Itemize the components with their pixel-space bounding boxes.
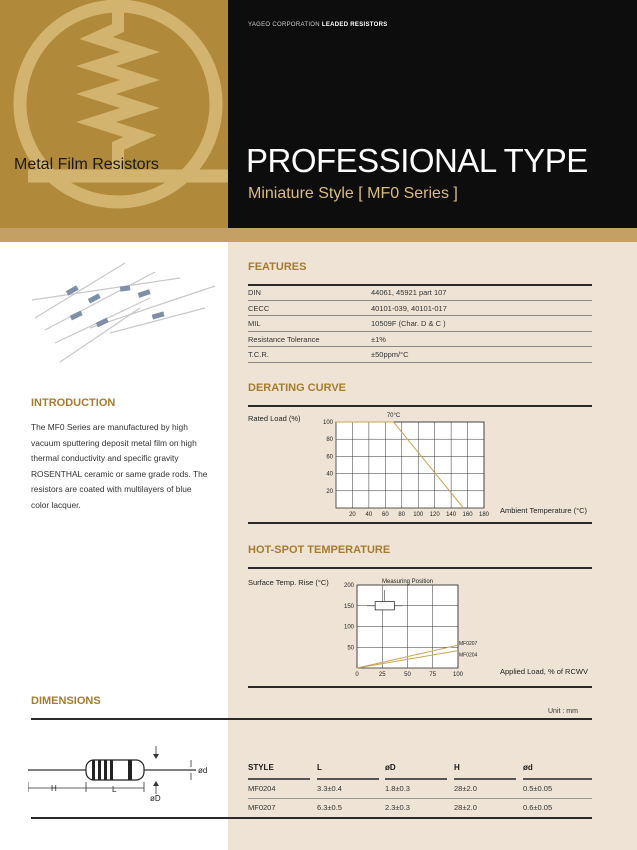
page-subtitle: Miniature Style [ MF0 Series ] bbox=[248, 185, 458, 202]
y-tick-label: 100 bbox=[322, 420, 333, 426]
table-row bbox=[248, 799, 592, 817]
divider bbox=[248, 522, 592, 524]
y-tick-label: 50 bbox=[347, 645, 354, 652]
divider bbox=[248, 405, 592, 407]
y-tick-label: 20 bbox=[326, 488, 333, 495]
category-name: LEADED RESISTORS bbox=[321, 22, 388, 28]
feature-label: CECC bbox=[248, 303, 270, 313]
table-cell: 1.8±0.3 bbox=[385, 784, 410, 793]
table-cell: 6.3±0.5 bbox=[317, 803, 342, 812]
feature-value: 10509F (Char. D & C ) bbox=[371, 319, 446, 329]
table-row bbox=[248, 780, 592, 799]
hotspot-heading: HOT-SPOT TEMPERATURE bbox=[248, 544, 391, 556]
column-header: øD bbox=[385, 763, 396, 772]
unit-label: Unit : mm bbox=[548, 708, 578, 715]
feature-value: ±50ppm/°C bbox=[371, 350, 409, 360]
x-tick-label: 100 bbox=[452, 672, 464, 678]
introduction-text: The MF0 Series are manufactured by high vacuum sputtering deposit metal film on high thermal conductivity and specific gravity ROSENTHAL ceramic or same grade rods. The resistors are coated with multilayers of blue color lacquer. bbox=[31, 422, 208, 510]
series-label: MF0204 bbox=[459, 652, 478, 659]
table-cell: MF0207 bbox=[248, 803, 276, 812]
feature-label: T.C.R. bbox=[248, 350, 269, 360]
table-row bbox=[248, 285, 592, 301]
divider bbox=[31, 718, 592, 720]
x-tick-label: 60 bbox=[381, 512, 389, 518]
x-tick-label: 180 bbox=[478, 512, 490, 518]
dim-l-label: L bbox=[112, 785, 117, 794]
table-cell: 3.3±0.4 bbox=[317, 784, 342, 793]
annotation-measuring-position: Measuring Position bbox=[381, 579, 434, 585]
introduction-heading: INTRODUCTION bbox=[31, 397, 116, 409]
derating-heading: DERATING CURVE bbox=[248, 382, 346, 394]
feature-label: MIL bbox=[248, 319, 261, 329]
table-header-row bbox=[248, 760, 592, 778]
column-header: L bbox=[317, 763, 322, 772]
company-line bbox=[248, 22, 388, 28]
hotspot-chart bbox=[335, 576, 495, 680]
dim-d-label: øD bbox=[150, 794, 161, 803]
x-tick-label: 25 bbox=[378, 672, 386, 678]
table-cell: 0.5±0.05 bbox=[523, 784, 553, 793]
features-table bbox=[248, 285, 592, 363]
y-tick-label: 80 bbox=[326, 437, 333, 444]
dimensions-heading: DIMENSIONS bbox=[31, 695, 101, 707]
header-logo-panel bbox=[0, 0, 228, 228]
table-cell: 2.3±0.3 bbox=[385, 803, 410, 812]
dim-lead-label: ød bbox=[198, 766, 208, 775]
feature-label: Resistance Tolerance bbox=[248, 334, 320, 344]
table-row bbox=[248, 301, 592, 317]
derating-x-label: Ambient Temperature (°C) bbox=[500, 506, 588, 515]
feature-label: DIN bbox=[248, 288, 261, 297]
feature-value: 40101-039, 40101-017 bbox=[371, 303, 447, 313]
resistor-logo-icon bbox=[0, 0, 228, 228]
product-family-title: Metal Film Resistors bbox=[14, 156, 159, 173]
divider bbox=[248, 567, 592, 569]
x-tick-label: 160 bbox=[462, 512, 473, 518]
series-label: MF0207 bbox=[459, 641, 478, 648]
table-row bbox=[248, 347, 592, 363]
x-tick-label: 100 bbox=[413, 512, 424, 518]
divider bbox=[248, 686, 592, 688]
feature-value: 44061, 45921 part 107 bbox=[371, 288, 447, 297]
feature-value: ±1% bbox=[371, 334, 386, 344]
plot-area bbox=[336, 422, 484, 508]
derating-y-label: Rated Load (%) bbox=[248, 414, 301, 423]
y-tick-label: 200 bbox=[343, 583, 354, 589]
x-tick-label: 20 bbox=[349, 512, 356, 518]
resistor-body-icon bbox=[86, 760, 144, 780]
derating-chart bbox=[300, 408, 500, 518]
hotspot-x-label: Applied Load, % of RCWV bbox=[500, 667, 588, 676]
annotation-70c: 70°C bbox=[386, 413, 401, 419]
table-cell: 28±2.0 bbox=[454, 784, 477, 793]
table-cell: MF0204 bbox=[248, 784, 276, 793]
page-title: PROFESSIONAL TYPE bbox=[246, 142, 588, 179]
column-header: ød bbox=[523, 763, 533, 772]
header-band bbox=[0, 228, 637, 242]
features-heading: FEATURES bbox=[248, 261, 307, 273]
y-tick-label: 60 bbox=[326, 454, 333, 461]
dim-h-label: H bbox=[51, 784, 57, 793]
table-row bbox=[248, 316, 592, 332]
x-tick-label: 50 bbox=[404, 672, 411, 678]
x-tick-label: 0 bbox=[355, 672, 359, 678]
x-tick-label: 120 bbox=[429, 512, 440, 518]
hotspot-y-label: Surface Temp. Rise (°C) bbox=[248, 578, 329, 587]
resistor-photo-image bbox=[30, 258, 220, 368]
resistor-body bbox=[375, 602, 394, 610]
y-tick-label: 100 bbox=[343, 624, 354, 631]
column-header: H bbox=[454, 763, 460, 772]
dimension-diagram bbox=[28, 742, 213, 804]
table-cell: 0.6±0.05 bbox=[523, 803, 553, 812]
table-row bbox=[248, 332, 592, 348]
x-tick-label: 40 bbox=[365, 512, 373, 518]
dimensions-table bbox=[248, 760, 592, 817]
x-tick-label: 80 bbox=[398, 512, 406, 518]
x-tick-label: 75 bbox=[429, 672, 437, 678]
x-tick-label: 140 bbox=[446, 512, 457, 518]
y-tick-label: 150 bbox=[343, 603, 354, 610]
column-header: STYLE bbox=[248, 763, 274, 772]
y-tick-label: 40 bbox=[326, 471, 333, 478]
divider bbox=[31, 817, 592, 819]
company-name: YAGEO CORPORATION bbox=[248, 22, 320, 28]
table-cell: 28±2.0 bbox=[454, 803, 477, 812]
